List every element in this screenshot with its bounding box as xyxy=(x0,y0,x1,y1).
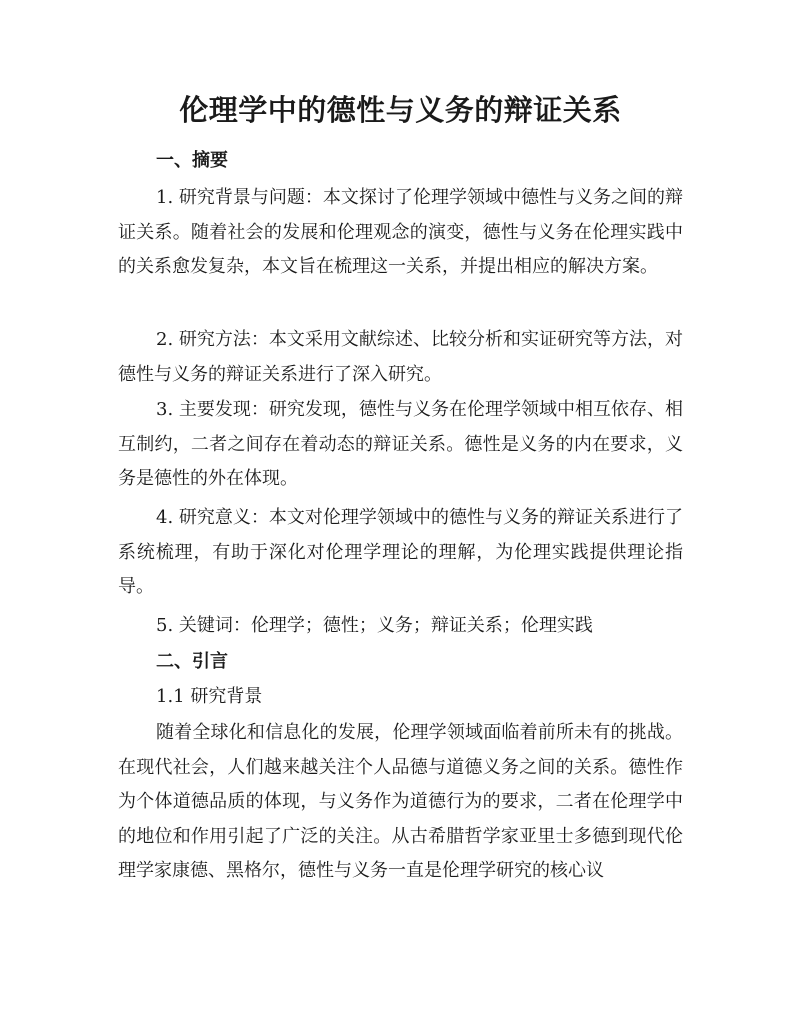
section-heading-introduction: 二、引言 xyxy=(156,651,228,672)
abstract-paragraph-background: 1. 研究背景与问题：本文探讨了伦理学领域中德性与义务之间的辩证关系。随着社会的发展和伦理观念的演变，德性与义务在伦理实践中的关系愈发复杂，本文旨在梳理这一关系，并提出相应的解决方案。 xyxy=(118,187,683,277)
abstract-paragraph-keywords: 5. 关键词：伦理学；德性；义务；辩证关系；伦理实践 xyxy=(156,615,593,636)
introduction-paragraph: 随着全球化和信息化的发展，伦理学领域面临着前所未有的挑战。在现代社会，人们越来越关注个人品德与道德义务之间的关系。德性作为个体道德品质的体现，与义务作为道德行为的要求，二者在伦理学中的地位和作用引起了广泛的关注。从古希腊哲学家亚里士多德到现代伦理学家康德、黑格尔，德性与义务一直是伦理学研究的核心议 xyxy=(118,722,683,881)
abstract-paragraph-method: 2. 研究方法：本文采用文献综述、比较分析和实证研究等方法，对德性与义务的辩证关系进行了深入研究。 xyxy=(118,329,683,385)
subsection-heading-research-background: 1.1 研究背景 xyxy=(156,686,263,707)
document-title: 伦理学中的德性与义务的辩证关系 xyxy=(179,93,622,127)
abstract-paragraph-significance: 4. 研究意义：本文对伦理学领域中的德性与义务的辩证关系进行了系统梳理，有助于深化对伦理学理论的理解，为伦理实践提供理论指导。 xyxy=(118,507,683,597)
section-heading-abstract: 一、摘要 xyxy=(156,150,228,171)
abstract-paragraph-findings: 3. 主要发现：研究发现，德性与义务在伦理学领域中相互依存、相互制约，二者之间存在着动态的辩证关系。德性是义务的内在要求，义务是德性的外在体现。 xyxy=(118,399,683,489)
